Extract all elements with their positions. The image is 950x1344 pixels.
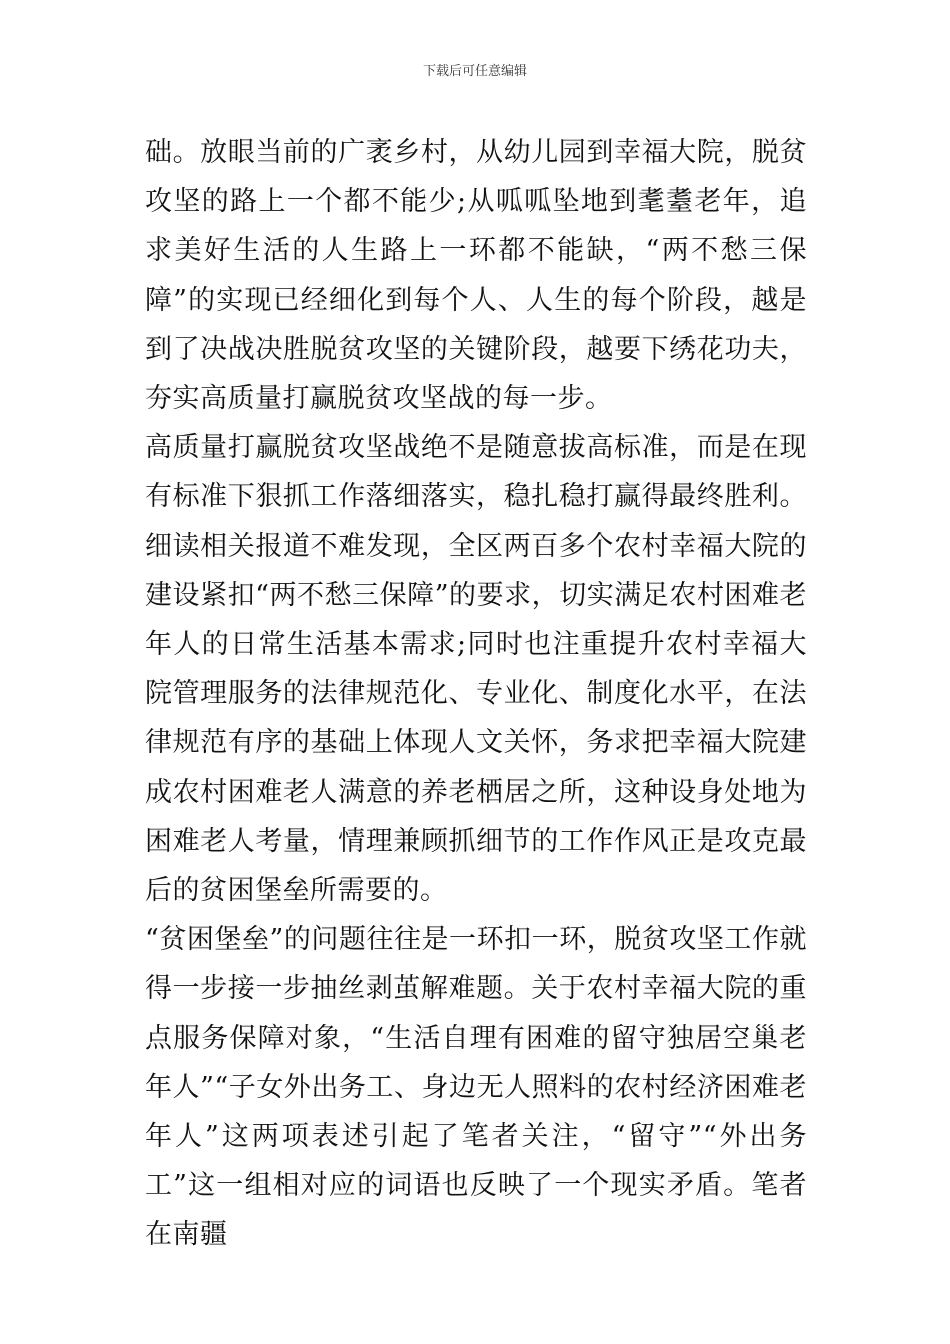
page-header: 下载后可任意编辑	[422, 64, 527, 79]
document-body	[145, 128, 807, 1260]
paragraph-2: 高质量打赢脱贫攻坚战绝不是随意拔高标准，而是在现有标准下狠抓工作落细落实，稳扎稳打赢得最终胜利。细读相关报道不难发现，全区两百多个农村幸福大院的建设紧扣“两不愁三保障”的要求，切实满足农村困难老年人的日常生活基本需求;同时也注重提升农村幸福大院管理服务的法律规范化、专业化、制度化水平，在法律规范有序的基础上体现人文关怀，务求把幸福大院建成农村困难老人满意的养老栖居之所，这种设身处地为困难老人考量，情理兼顾抓细节的工作作风正是攻克最后的贫困堡垒所需要的。	[145, 432, 807, 907]
paragraph-3: “贫困堡垒”的问题往往是一环扣一环，脱贫攻坚工作就得一步接一步抽丝剥茧解难题。关于农村幸福大院的重点服务保障对象，“生活自理有困难的留守独居空巢老年人”“子女外出务工、身边无人照料的农村经济困难老年人”这两项表述引起了笔者关注，“留守”“外出务工”这一组相对应的词语也反映了一个现实矛盾。笔者在南疆	[145, 924, 807, 1251]
paragraph-1: 础。放眼当前的广袤乡村，从幼儿园到幸福大院，脱贫攻坚的路上一个都不能少;从呱呱坠地到耄耋老年，追求美好生活的人生路上一环都不能缺，“两不愁三保障”的实现已经细化到每个人、人生的每个阶段，越是到了决战决胜脱贫攻坚的关键阶段，越要下绣花功夫，夯实高质量打赢脱贫攻坚战的每一步。	[145, 137, 807, 415]
